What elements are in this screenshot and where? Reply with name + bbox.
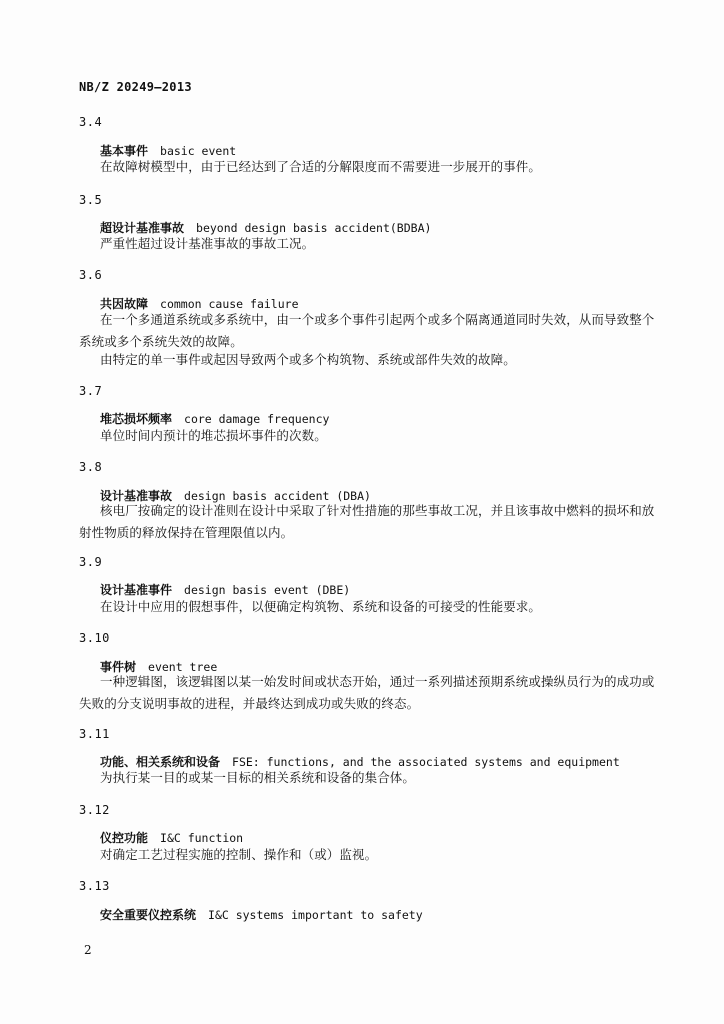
term-chinese: 超设计基准事故: [100, 221, 185, 235]
clause-number: 3.12: [79, 803, 110, 817]
term-english: I&C function: [160, 831, 244, 845]
clause-number: 3.4: [79, 115, 103, 129]
term-chinese: 事件树: [100, 660, 137, 674]
term-chinese: 堆芯损坏频率: [100, 412, 173, 426]
clause-number: 3.8: [79, 460, 103, 474]
term-english: design basis accident (DBA): [184, 489, 371, 503]
term-chinese: 功能、相关系统和设备: [100, 755, 221, 769]
term-english: design basis event (DBE): [184, 583, 351, 597]
term-english: common cause failure: [160, 297, 299, 311]
standard-code-header: NB/Z 20249—2013: [79, 80, 192, 94]
page-number: 2: [84, 943, 92, 957]
term-chinese: 设计基准事件: [100, 583, 173, 597]
term-english: FSE: functions, and the associated systems and equipment: [232, 755, 620, 769]
term-chinese: 安全重要仪控系统: [100, 908, 197, 922]
term-definition: 核电厂按确定的设计准则在设计中采取了针对性措施的那些事故工况，并且该事故中燃料的损坏和放射性物质的释放保持在管理限值以内。: [79, 503, 655, 540]
term-definition: 在设计中应用的假想事件，以便确定构筑物、系统和设备的可接受的性能要求。: [100, 599, 542, 614]
term-definition: 在一个多通道系统或多系统中，由一个或多个事件引起两个或多个隔离通道同时失效，从而导致整个系统或多个系统失效的故障。: [79, 312, 655, 349]
term-chinese: 共因故障: [100, 297, 149, 311]
clause-number: 3.7: [79, 384, 103, 398]
clause-number: 3.6: [79, 268, 103, 282]
term-definition: 由特定的单一事件或起因导致两个或多个构筑物、系统或部件失效的故障。: [100, 352, 516, 367]
term-english: beyond design basis accident(BDBA): [196, 221, 432, 235]
term-definition: 对确定工艺过程实施的控制、操作和（或）监视。: [100, 847, 378, 862]
term-heading: [100, 906, 423, 923]
term-definition: 在故障树模型中，由于已经达到了合适的分解限度而不需要进一步展开的事件。: [100, 159, 542, 174]
clause-number: 3.5: [79, 193, 103, 207]
clause-number: 3.11: [79, 727, 110, 741]
term-english: core damage frequency: [184, 412, 330, 426]
term-english: basic event: [160, 144, 237, 158]
term-definition: 严重性超过设计基准事故的事故工况。: [100, 236, 315, 251]
clause-number: 3.13: [79, 879, 110, 893]
clause-number: 3.9: [79, 555, 103, 569]
term-definition: 单位时间内预计的堆芯损坏事件的次数。: [100, 428, 327, 443]
term-definition: 一种逻辑图，该逻辑图以某一始发时间或状态开始，通过一系列描述预期系统或操纵员行为的成功或失败的分支说明事故的进程，并最终达到成功或失败的终态。: [79, 674, 655, 711]
term-definition: 为执行某一目的或某一目标的相关系统和设备的集合体。: [100, 770, 416, 785]
term-chinese: 基本事件: [100, 144, 149, 158]
term-chinese: 仪控功能: [100, 831, 149, 845]
term-english: event tree: [148, 660, 218, 674]
term-chinese: 设计基准事故: [100, 489, 173, 503]
term-english: I&C systems important to safety: [208, 908, 423, 922]
clause-number: 3.10: [79, 631, 110, 645]
